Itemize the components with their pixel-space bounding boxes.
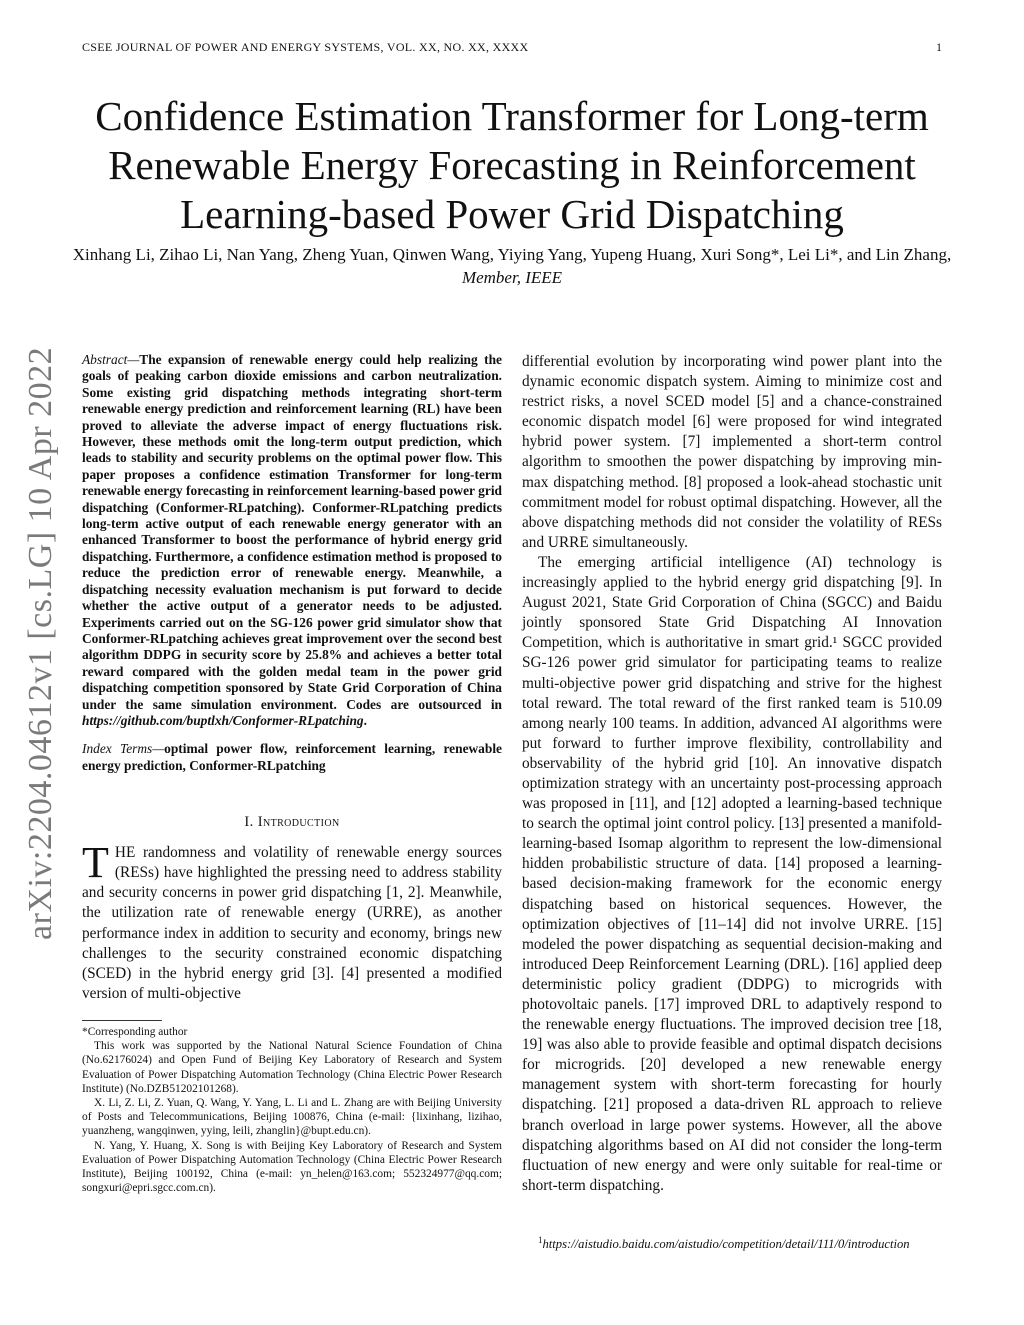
abstract-end: .	[363, 712, 367, 728]
left-column	[82, 352, 502, 1195]
intro-paragraph	[82, 838, 502, 1004]
intro-first-word: HE	[114, 844, 136, 862]
footnote-affiliation-epri: N. Yang, Y. Huang, X. Song is with Beijing Key Laboratory of Research and System Evaluation of Power Dispatching Automation Technology (China Electric Power Research Institute), Beijing 100192, China (e-mail: yn_helen@163.com; 552324977@qq.com; songxuri@epri.sgcc.com.cn).	[82, 1139, 502, 1195]
author-names: Xinhang Li, Zihao Li, Nan Yang, Zheng Yuan, Qinwen Wang, Yiying Yang, Yupeng Huang, Xuri Song*, Lei Li*, and Lin Zhang,	[72, 245, 952, 264]
code-url-link[interactable]: https://github.com/buptlxh/Conformer-RLpatching	[82, 712, 364, 728]
footnote-affiliation-bupt: X. Li, Z. Li, Z. Yuan, Q. Wang, Y. Yang, L. Li and L. Zhang are with Beijing University of Posts and Telecommunications, Beijing 100876, China (e-mail: {lixinhang, lizihao, yuanzheng, wangqinwen, yying, leili, zhanglin}@bupt.edu.cn).	[82, 1096, 502, 1138]
footnote-right	[538, 1235, 910, 1252]
drop-cap: T	[82, 838, 109, 888]
footnote-funding: This work was supported by the National Natural Science Foundation of China (No.62176024) and Open Fund of Beijing Key Laboratory of Research and System Evaluation of Power Dispatching Automation Technology (China Electric Power Research Institute) (No.DZB51202101268).	[82, 1040, 502, 1095]
footnote-corresponding: *Corresponding author	[82, 1025, 188, 1038]
page-number: 1	[936, 40, 942, 54]
abstract-text: The expansion of renewable energy could help realizing the goals of peaking carbon dioxide emissions and carbon neutralization. Some existing grid dispatching methods integrating short-term renewable energy prediction and reinforcement learning (RL) have been proved to alleviate the adverse impact of energy fluctuations risk. However, these methods omit the long-term output prediction, which leads to stability and security problems on the optimal power flow. This paper proposes a confidence estimation Transformer for long-term renewable energy forecasting in reinforcement learning-based power grid dispatching (Conformer-RLpatching). Conformer-RLpatching predicts long-term active output of each renewable energy generator with an enhanced Transformer to boost the performance of hybrid energy grid dispatching. Furthermore, a confidence estimation method is proposed to reduce the prediction error of renewable energy. Meanwhile, a dispatching necessity evaluation mechanism is put forward to decide whether the active output of a generator needs to be adjusted. Experiments carried out on the SG-126 power grid simulator show that Conformer-RLpatching achieves great improvement over the second best algorithm DDPG in security score by 25.8% and achieves a better total reward compared with the golden medal team in the power grid dispatching competition sponsored by State Grid Corporation of China under the same simulation environment. Codes are outsourced in	[82, 352, 502, 712]
abstract-label: Abstract—	[82, 352, 140, 367]
section-title: Introduction	[257, 814, 340, 831]
footnote-mark: 1	[538, 1235, 543, 1245]
index-terms-label: Index Terms—	[82, 741, 165, 757]
section-numeral: I.	[244, 814, 254, 831]
intro-text: randomness and volatility of renewable energy sources (RESs) have highlighted the pressing need to address stability and security concerns in power grid dispatching [1, 2]. Meanwhile, the utilization rate of renewable energy (URRE), as another performance index in addition to security and economy, brings new challenges to the security constrained economic dispatching (SCED) in the hybrid energy grid [3]. [4] presented a modified version of multi-objective	[82, 844, 502, 1002]
paper-title: Confidence Estimation Transformer for Long-term Renewable Energy Forecasting in Reinforcement Learning-based Power Grid Dispatching	[95, 93, 929, 237]
index-terms	[82, 741, 502, 774]
arxiv-stamp: arXiv:2204.04612v1 [cs.LG] 10 Apr 2022	[22, 346, 59, 940]
competition-url-link[interactable]: https://aistudio.baidu.com/aistudio/competition/detail/111/0/introduction	[542, 1237, 910, 1252]
author-membership: Member, IEEE	[461, 268, 563, 287]
section-heading	[82, 814, 502, 831]
right-column	[522, 352, 942, 1196]
footnote-rule	[82, 1020, 162, 1021]
paragraph: differential evolution by incorporating wind power plant into the dynamic economic dispatch system. Aiming to minimize cost and restrict risks, a novel SCED model [5] and a chance-constrained economic dispatch model [6] were proposed for wind integrated hybrid power system. [7] implemented a short-term control algorithm to smoothen the power dispatching by improving min-max dispatching method. [8] proposed a look-ahead stochastic unit commitment model for robust optimal dispatching. However, all the above dispatching methods did not consider the volatility of RESs and URRE simultaneously.	[522, 353, 942, 551]
running-header: CSEE JOURNAL OF POWER AND ENERGY SYSTEMS, VOL. XX, NO. XX, XXXX	[82, 40, 529, 54]
abstract	[82, 352, 502, 729]
author-list	[60, 243, 964, 289]
index-terms-text: optimal power flow, reinforcement learning, renewable energy prediction, Conformer-RLpatching	[82, 741, 502, 773]
paragraph: The emerging artificial intelligence (AI) technology is increasingly applied to the hybrid energy grid dispatching [9]. In August 2021, State Grid Corporation of China (SGCC) and Baidu jointly sponsored State Grid Dispatching AI Innovation Competition, which is authoritative in smart grid.¹ SGCC provided SG-126 power grid simulator for participating teams to realize multi-objective power grid dispatching and strive for the highest total reward. The total reward of the first ranked team is 510.09 among nearly 100 teams. In addition, advanced AI algorithms were put forward to further improve flexibility, controllability and observability of the hybrid grid [10]. An innovative dispatch optimization strategy with an uncertainty post-processing approach was proposed in [11], and [12] adopted a learning-based technique to search the optimal joint control policy. [13] presented a manifold-learning-based Isomap algorithm to represent the low-dimensional hidden probabilistic structure of data. [14] proposed a learning-based decision-making framework for the economic energy dispatching based on historical sequences. However, the optimization objectives of [11–14] did not involve URRE. [15] modeled the power dispatching as sequential decision-making and introduced Deep Reinforcement Learning (DRL). [16] applied deep deterministic policy gradient (DDPG) to microgrids with photovoltaic panels. [17] improved DRL to adaptively respond to the renewable energy fluctuations. The improved decision tree [18, 19] was also able to provide feasible and optimal dispatch decisions for microgrids. [20] developed a new renewable energy management system with short-term forecasting for hourly dispatching. [21] proposed a data-driven RL approach to relieve branch overload in large power systems. However, all the above dispatching algorithms based on AI did not consider the long-term fluctuation of new energy and were only suitable for real-time or short-term dispatching.	[522, 553, 942, 1194]
footnotes-left	[82, 1025, 502, 1195]
